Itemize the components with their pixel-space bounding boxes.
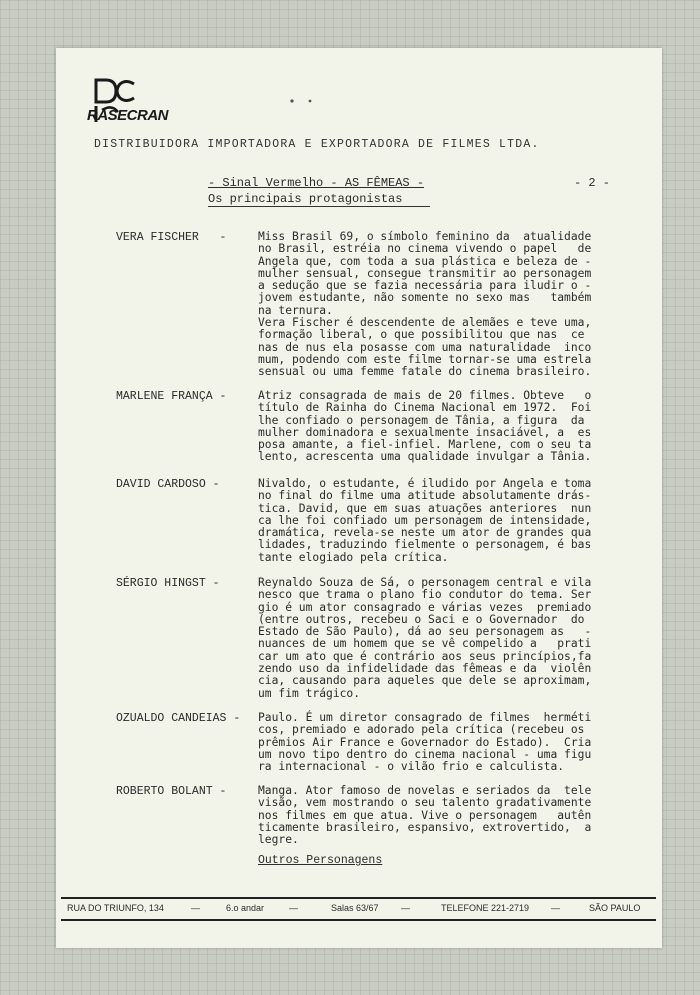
document-subtitle: Os principais protagonistas xyxy=(208,192,430,207)
cast-name: DAVID CARDOSO - xyxy=(116,478,220,491)
cast-description: Paulo. É um diretor consagrado de filmes herméti cos, premiado e adorado pela crítica (recebeu os prêmios Air France e Governador do Estado). Cria um novo tipo dentro do cinema nacional - uma figu ra internacional - o vilão frio e calculista. xyxy=(258,711,592,774)
company-name: DISTRIBUIDORA IMPORTADORA E EXPORTADORA DE FILMES LTDA. xyxy=(94,138,540,151)
page-number: - 2 - xyxy=(574,176,611,190)
footer-city: SÃO PAULO xyxy=(589,903,641,913)
footer-address: RUA DO TRIUNFO, 134 xyxy=(67,903,164,913)
footer-phone: TELEFONE 221-2719 xyxy=(441,903,530,913)
footer-separator: — xyxy=(401,903,410,913)
punch-marks xyxy=(288,97,328,108)
cast-name: SÉRGIO HINGST - xyxy=(116,577,220,590)
cast-description: Nivaldo, o estudante, é iludido por Angela e toma no final do filme uma atitude absolutamente drás- tica. David, que em suas atuações anteriores nun ca lhe foi confiado um personagem de intensidade, dramática, revela-se neste um ator de grandes qua lidades, traduzindo fielmente o personagem, é bas tante elogiado pela crítica. xyxy=(258,477,592,564)
letterhead-footer xyxy=(61,897,656,921)
cast-name: MARLENE FRANÇA - xyxy=(116,390,227,403)
cast-description: Manga. Ator famoso de novelas e seriados da tele visão, vem mostrando o seu talento gradativamente nos filmes em que atua. Vive o personagem autên ticamente brasileiro, espansivo, extrovertido, a legre. xyxy=(258,784,592,847)
cast-description: Reynaldo Souza de Sá, o personagem central e vila nesco que trama o plano fio condutor do tema. Ser gio é um ator consagrado e várias vezes premiado (entre outros, recebeu o Saci e o Governador do Estado de São Paulo), dá ao seu personagem as - nuances de um homem que se vê compelido a prati car um ato que é contrário aos seus princípios,fa zendo uso da infidelidade das fêmeas e da violên cia, causando para aqueles que dele se aproximam, um fim trágico. xyxy=(258,576,592,700)
footer-floor: 6.o andar xyxy=(226,903,265,913)
others-heading: Outros Personagens xyxy=(258,854,383,867)
cast-description: Atriz consagrada de mais de 20 filmes. Obteve o título de Rainha do Cinema Nacional em 1972. Foi lhe confiado o personagem de Tânia, a figura da mulher dominadora e sexualmente insaciável, a es posa amante, a fiel-infiel. Marlene, com o seu ta lento, acrescenta uma qualidade invulgar a Tânia. xyxy=(258,389,592,464)
footer-separator: — xyxy=(551,903,560,913)
cast-name: ROBERTO BOLANT - xyxy=(116,785,227,798)
cast-description: Miss Brasil 69, o símbolo feminino da atualidade no Brasil, estréia no cinema vivendo o papel de Angela que, com toda a sua plástica e beleza de - mulher sensual, consegue transmitir ao personagem a sedução que se fazia necessária para iludir o - jovem estudante, não somente no sexo mas também na ternura. Vera Fischer é descendente de alemães e teve uma, formação liberal, o que possibilitou que nas ce nas de nus ela posasse com uma naturalidade inco mum, podendo com este filme tornar-se uma estrela sensual ou uma femme fatale do cinema brasileiro. xyxy=(258,230,592,379)
footer-rooms: Salas 63/67 xyxy=(331,903,379,913)
cast-name: VERA FISCHER - xyxy=(116,231,227,244)
document-title: - Sinal Vermelho - AS FÊMEAS - xyxy=(208,176,425,190)
footer-separator: — xyxy=(289,903,298,913)
cast-name: OZUALDO CANDEIAS - xyxy=(116,712,241,725)
footer-separator: — xyxy=(191,903,200,913)
punch-dots-icon xyxy=(288,98,328,104)
brand-name: RASECRAN xyxy=(87,107,169,124)
document-page xyxy=(56,48,662,948)
